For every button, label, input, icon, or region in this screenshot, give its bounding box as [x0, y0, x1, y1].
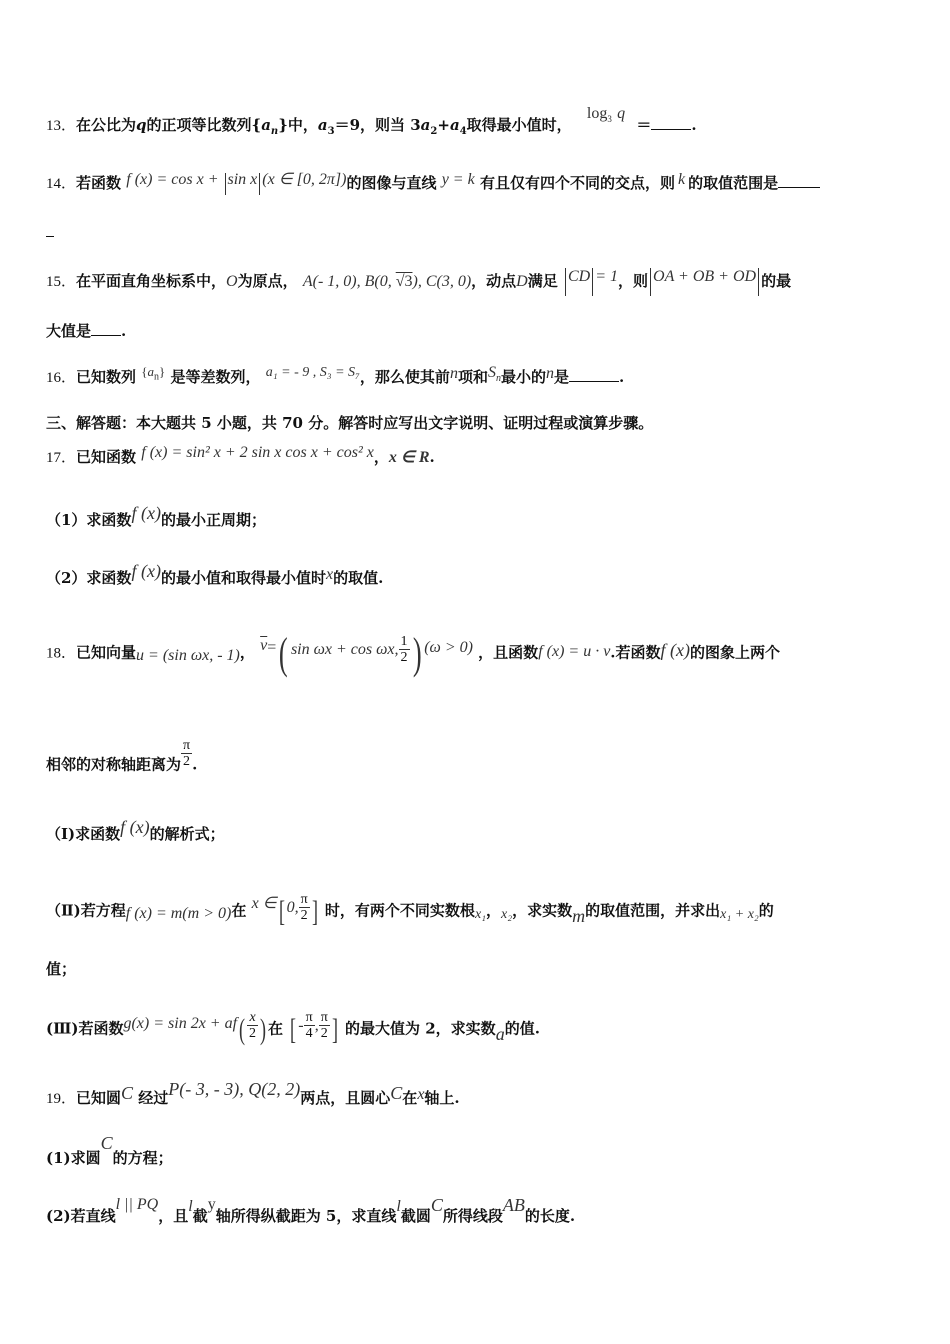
text: 两点，且圆心: [300, 1089, 391, 1107]
question-17-part2: [46, 561, 910, 590]
text: ，且函数: [478, 643, 539, 662]
text: ，: [373, 448, 389, 466]
text: 满足: [527, 272, 558, 290]
question-18: 18．已知向量u = (sin ωx, - 1)， $\overline{v}=$( sin ωx + cos ωx, $\frac{1}{2}$ ) (ω > 0) ，且函数f (x) = u · v.若函数f (x)的图象上两个: [46, 628, 781, 678]
math: l: [188, 1198, 193, 1215]
answer-blank: [91, 334, 121, 336]
text: 的最小值和取得最小值时: [160, 569, 326, 587]
text: 的长度.: [524, 1207, 576, 1225]
text: 轴所得纵截距为 5，求直线: [215, 1207, 397, 1225]
text: （Ⅰ)求函数: [46, 825, 121, 843]
text: 项和: [457, 368, 488, 386]
abs-bar: [758, 268, 759, 296]
question-number: 14．: [46, 176, 77, 192]
text: ＝9，则当 3: [334, 116, 421, 134]
text: 的: [758, 901, 774, 920]
math: n: [545, 365, 554, 382]
question-19: [46, 1079, 910, 1110]
math: sin ωx + cos ωx,: [290, 640, 399, 658]
question-15: [46, 268, 910, 296]
math: AB: [502, 1195, 525, 1215]
text: ，: [486, 901, 502, 920]
answer-blank-continuation: [46, 236, 54, 237]
math: n: [495, 373, 501, 385]
math: x₁ + x₂: [720, 906, 759, 922]
text: 已知数列: [76, 368, 137, 386]
text: 的取值范围是: [688, 174, 779, 192]
abs-bar: [259, 173, 260, 195]
text: ，动点: [471, 272, 517, 290]
text: 时，有两个不同实数根: [324, 901, 475, 920]
math: f (x) = u · v: [538, 642, 611, 660]
text: （1）求函数: [46, 511, 132, 529]
question-18-part2: （Ⅱ)若方程f (x) = m(m > 0)在 x ∈[ 0, $\frac{\pi}{2}$ ] 时，有两个不同实数根x₁，x₂，求实数m的取值范围，并求出x₁ + x₂的: [46, 892, 774, 928]
text: .: [618, 368, 625, 386]
abs-bar: [565, 268, 566, 296]
math: √3: [395, 273, 413, 290]
text: ，且: [158, 1207, 189, 1225]
math: A(- 1, 0), B(0,: [302, 273, 396, 290]
abs-bar: [225, 173, 226, 195]
text: 的解析式；: [149, 825, 225, 843]
answer-blank: [778, 186, 820, 188]
text: 的最: [761, 272, 792, 290]
math: x₂: [501, 906, 513, 922]
math: $\overline{v}$: [260, 636, 268, 654]
math: ), C(3, 0): [412, 273, 472, 290]
math: n: [449, 365, 458, 382]
math: a: [261, 116, 271, 134]
text: 的最大值为 2，求实数: [345, 1019, 496, 1038]
math: = 1: [595, 268, 618, 285]
text: .: [121, 322, 127, 340]
math: y = k: [441, 171, 475, 188]
fraction-numerator: π: [183, 738, 191, 753]
question-number: 17．: [46, 450, 77, 466]
math: (ω > 0): [424, 638, 473, 656]
text: 的正项等比数列{: [146, 116, 262, 134]
text: }中，: [278, 116, 318, 134]
question-19-part2: [46, 1195, 910, 1228]
answer-blank: [651, 128, 691, 130]
math: u = (sin ωx, - 1): [136, 646, 240, 664]
question-number: 13．: [46, 118, 77, 134]
math: O: [226, 273, 238, 290]
text: （Ⅱ)若方程: [46, 901, 126, 920]
math: CD: [567, 268, 591, 285]
math: f (x) = cos x +: [126, 171, 223, 188]
fraction-denominator: 2: [300, 908, 308, 923]
text: 是: [553, 368, 569, 386]
question-number: 16．: [46, 370, 77, 386]
text: 的图象上两个: [690, 643, 781, 662]
text: ，: [239, 643, 255, 662]
question-19-part1: [46, 1133, 910, 1169]
text: ，那么使其前: [359, 368, 450, 386]
question-16: 16．已知数列 $\{a_n\}$ 是等差数列， a₁ = - 9 , S₃ = S₇，那么使其前n项和$S_n$最小的n是 .: [46, 364, 625, 386]
math: 0,: [286, 898, 299, 916]
math: x: [417, 1086, 425, 1103]
text: 的最小正周期；: [160, 511, 266, 529]
math: a: [495, 1023, 505, 1044]
math: 4: [459, 126, 467, 137]
math: 2: [430, 126, 438, 137]
fraction-numerator: x: [247, 1010, 258, 1026]
text: ，求实数: [512, 901, 573, 920]
text: 是等差数列，: [170, 368, 261, 386]
math: m: [572, 905, 586, 926]
text: （2）求函数: [46, 569, 132, 587]
math: 3: [607, 114, 612, 124]
text: .: [429, 448, 435, 466]
math: q: [617, 105, 626, 122]
math: a₁ = - 9 , S₃ = S₇: [265, 365, 360, 380]
text: (Ⅲ)若函数: [46, 1019, 124, 1038]
text: 已知函数: [76, 448, 137, 466]
text: 为原点，: [237, 272, 298, 290]
math: P(- 3, - 3), Q(2, 2): [168, 1079, 301, 1099]
math: D: [516, 273, 528, 290]
text: 经过: [138, 1089, 169, 1107]
text: 的取值范围，并求出: [585, 901, 721, 920]
math: y: [207, 1196, 216, 1213]
question-18-part3: (Ⅲ)若函数g(x) = sin 2x + af( $\frac{x}{2}$ ) 在 [ - $\frac{\pi}{4}$ , $\frac{\pi}{2}$ ] 的最大值为 2，求实数a的值.: [46, 1010, 540, 1046]
math: C: [121, 1083, 134, 1103]
math: k: [677, 171, 686, 188]
text: ＝: [636, 116, 652, 134]
fraction-denominator: 2: [320, 1026, 328, 1041]
math: f (x): [131, 503, 161, 523]
text: 在: [402, 1089, 418, 1107]
text: 最小的: [500, 368, 546, 386]
math: l || PQ: [115, 1196, 159, 1213]
fraction-denominator: 2: [249, 1026, 257, 1041]
math: f (x) = sin² x + 2 sin x cos x + cos² x: [141, 444, 374, 461]
text: 截圆: [400, 1207, 431, 1225]
math: -: [298, 1016, 304, 1034]
text: 有且仅有四个不同的交点，则: [479, 174, 675, 192]
fraction-numerator: 1: [400, 634, 408, 649]
answer-blank: [569, 380, 619, 382]
math: C: [100, 1133, 113, 1153]
text: 在公比为: [76, 116, 137, 134]
text: 的值.: [504, 1019, 540, 1038]
text: 在平面直角坐标系中，: [76, 272, 227, 290]
text: 在: [268, 1019, 284, 1038]
math: x ∈: [251, 894, 277, 912]
text: (1)求圆: [46, 1149, 101, 1167]
question-number: 15．: [46, 274, 77, 290]
text: 若函数: [76, 174, 122, 192]
abs-bar: [650, 268, 651, 296]
math: n: [154, 371, 160, 383]
math: OA + OB + OD: [653, 268, 757, 285]
text: 相邻的对称轴距离为: [46, 755, 182, 774]
fraction-numerator: π: [320, 1010, 328, 1025]
text: 的图像与直线: [346, 174, 437, 192]
fraction-numerator: π: [300, 892, 308, 907]
question-17: [46, 446, 910, 469]
math: n: [270, 126, 279, 137]
math: x: [325, 566, 334, 583]
math: f (x): [131, 561, 161, 581]
text: 所得线段: [442, 1207, 503, 1225]
math: S: [487, 364, 496, 381]
abs-bar: [592, 268, 593, 296]
text: (2)若直线: [46, 1207, 116, 1225]
text: +: [437, 116, 450, 134]
question-17-part1: [46, 503, 910, 531]
fraction-denominator: 4: [305, 1026, 313, 1041]
text: .: [691, 116, 697, 134]
math: q: [136, 116, 147, 134]
math: x₁: [474, 906, 487, 922]
question-13: 13．在公比为q的正项等比数列$\{a_n\}$中，$a_3=9$，则当 $3a_2+a_4$取得最小值时， $\log_3 q$ ＝ .: [46, 105, 697, 137]
text: 轴上.: [424, 1089, 460, 1107]
text: .: [192, 755, 198, 774]
text: 截: [192, 1207, 208, 1225]
text: 的方程；: [112, 1149, 173, 1167]
math: log: [586, 105, 608, 122]
math: f (x): [660, 639, 691, 660]
math: g(x) = sin 2x + af: [123, 1014, 238, 1032]
question-15-line2: [46, 320, 910, 342]
text: 大值是: [46, 322, 92, 340]
fraction-denominator: 2: [183, 754, 191, 769]
text: 已知圆: [76, 1089, 122, 1107]
question-18-line2: [46, 738, 910, 781]
fraction-denominator: 2: [400, 650, 408, 665]
question-18-part1: [46, 817, 910, 845]
section-heading: 三、解答题：本大题共 5 小题，共 70 分。解答时应写出文字说明、证明过程或演算步骤。: [46, 414, 654, 432]
math: f (x) = m(m > 0): [125, 904, 232, 922]
fraction-numerator: π: [305, 1010, 313, 1025]
text: .若函数: [610, 643, 661, 662]
question-18-part2-line2: 值；: [46, 960, 77, 978]
question-number: 18．: [46, 645, 77, 662]
math: sin x: [227, 171, 258, 188]
text: 在: [231, 901, 247, 920]
math: f (x): [120, 817, 150, 837]
text: ，则: [618, 272, 649, 290]
math: l: [396, 1198, 401, 1215]
math: C: [430, 1195, 443, 1215]
math: (x ∈ [0, 2π]): [262, 171, 347, 188]
text: 的取值.: [333, 569, 384, 587]
math: a: [147, 364, 155, 379]
math: x ∈ R: [388, 449, 430, 466]
math: 3: [327, 126, 335, 137]
text: 已知向量: [76, 643, 137, 662]
question-14: [46, 172, 910, 195]
text: 取得最小值时，: [466, 116, 572, 134]
math: C: [390, 1083, 403, 1103]
question-number: 19．: [46, 1091, 77, 1107]
